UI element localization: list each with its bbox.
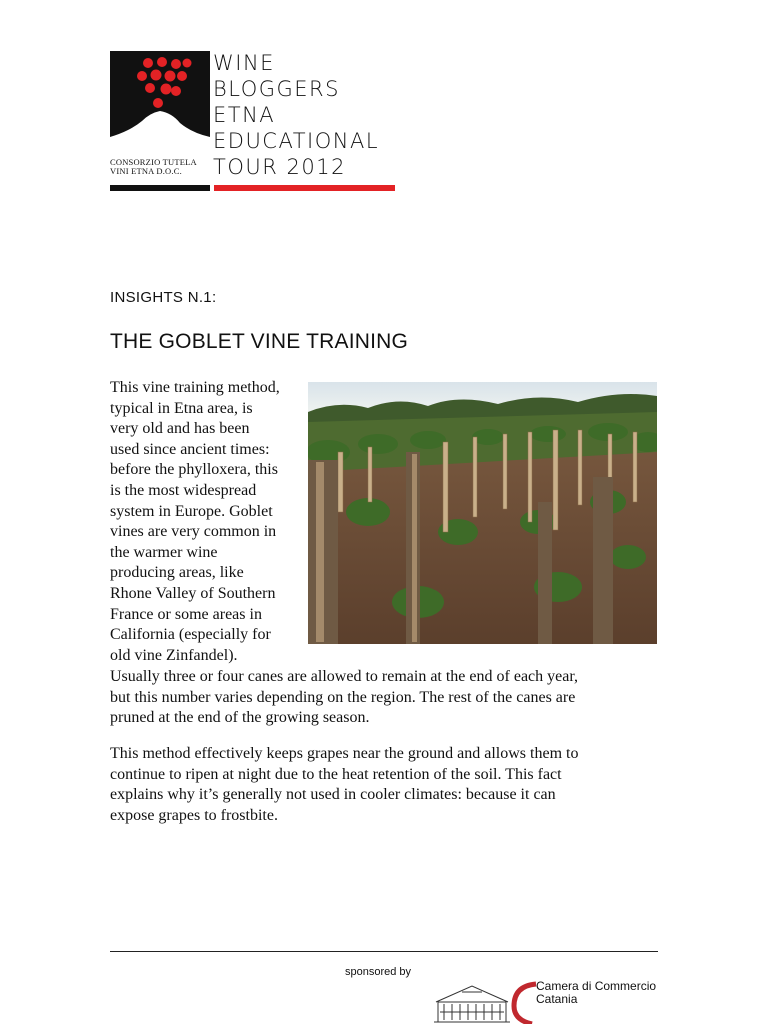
text-line: vines are very common in: [110, 523, 277, 541]
title-line: ETNA: [213, 103, 276, 127]
text-line: California (especially for: [110, 626, 271, 644]
consorzio-line: VINI ETNA D.O.C.: [110, 166, 182, 176]
text-line: expose grapes to frostbite.: [110, 806, 278, 824]
sponsor-name: [536, 980, 656, 1006]
sponsor-line: Catania: [536, 992, 578, 1006]
text-line: used since ancient times:: [110, 440, 270, 458]
chamber-building-icon: [432, 982, 512, 1024]
consorzio-line: CONSORZIO TUTELA: [110, 157, 197, 167]
text-line: very old and has been: [110, 420, 250, 438]
insights-label: INSIGHTS N.1:: [110, 289, 217, 306]
text-line: typical in Etna area, is: [110, 399, 253, 417]
text-line: old vine Zinfandel).: [110, 646, 238, 664]
text-line: system in Europe. Goblet: [110, 502, 273, 520]
consorzio-label: [110, 158, 212, 176]
text-line: but this number varies depending on the region. The rest of the canes are: [110, 688, 576, 706]
intro-column: [110, 378, 304, 666]
text-line: is the most widespread: [110, 481, 257, 499]
text-line: Usually three or four canes are allowed to remain at the end of each year,: [110, 668, 579, 685]
footer-divider: [110, 951, 658, 952]
paragraph-2: [110, 744, 650, 826]
text-line: pruned at the end of the growing season.: [110, 709, 370, 727]
etna-logo-icon: [110, 51, 210, 149]
text-line: before the phylloxera, this: [110, 461, 278, 479]
header-bar-red: [214, 185, 395, 191]
sponsored-by-label: sponsored by: [345, 966, 412, 978]
title-line: EDUCATIONAL: [213, 129, 380, 153]
article-title: THE GOBLET VINE TRAINING: [110, 330, 409, 353]
tour-title: [213, 50, 379, 180]
title-line: BLOGGERS: [213, 77, 340, 101]
title-line: WINE: [213, 51, 275, 75]
text-line: continue to ripen at night due to the heat retention of the soil. This fact: [110, 765, 562, 783]
text-line: Rhone Valley of Southern: [110, 584, 276, 602]
vineyard-photo: [308, 382, 657, 644]
text-line: the warmer wine: [110, 543, 218, 561]
title-line: TOUR 2012: [213, 155, 346, 179]
text-line: explains why it’s generally not used in cooler climates: because it can: [110, 786, 556, 804]
sponsor-line: Camera di Commercio: [536, 979, 657, 993]
text-line: This vine training method,: [110, 379, 280, 396]
text-line: producing areas, like: [110, 564, 244, 582]
text-line: This method effectively keeps grapes near the ground and allows them to: [110, 745, 579, 762]
text-line: France or some areas in: [110, 605, 262, 623]
header-bar-black: [110, 185, 210, 191]
paragraph-1: [110, 667, 650, 729]
